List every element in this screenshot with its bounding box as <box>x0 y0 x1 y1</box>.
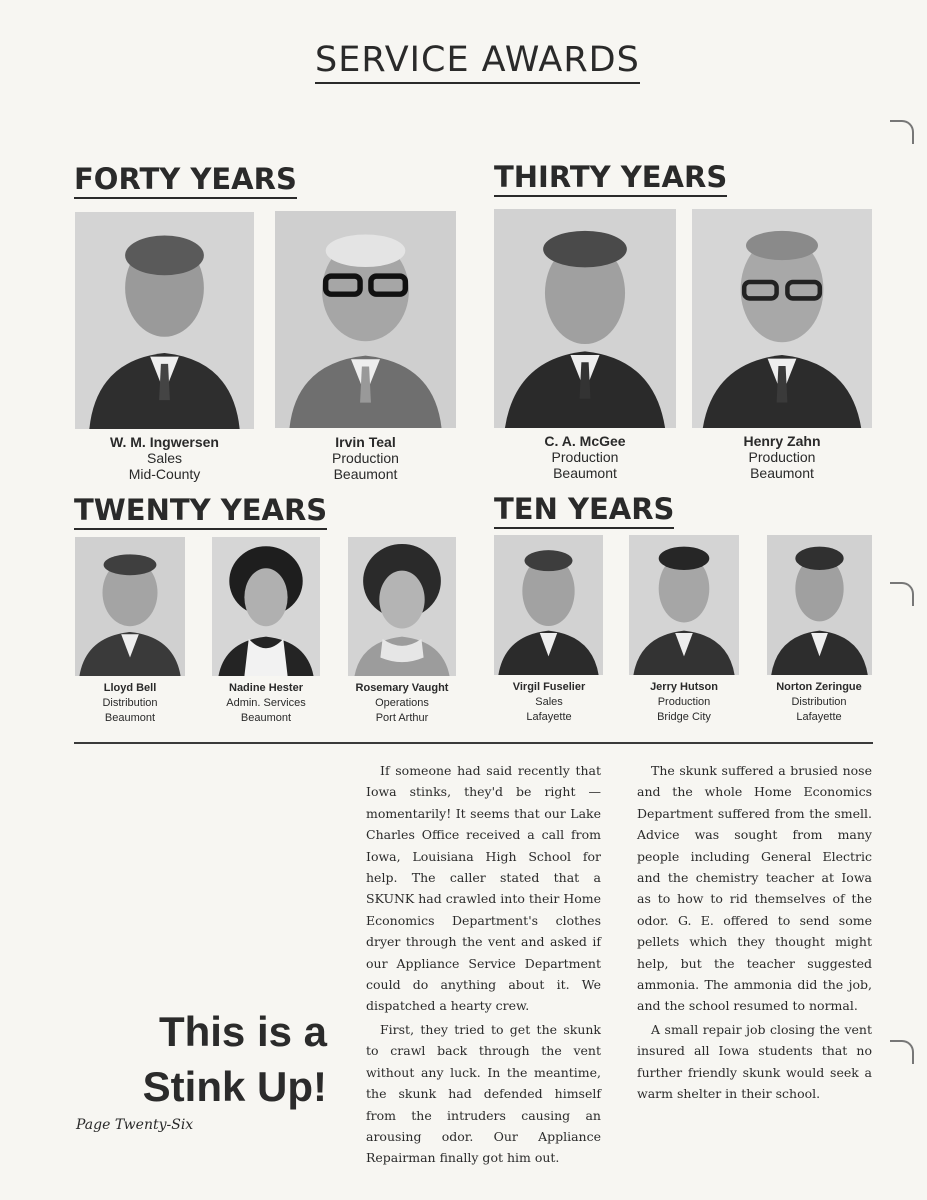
caption-fuselier <box>484 680 614 725</box>
honoree-location: Mid-County <box>128 466 201 482</box>
honoree-location: Beaumont <box>333 466 398 482</box>
article-paragraph: First, they tried to get the skunk to crawl back through the vent without any luck. In the meantime, the skunk had defended himself from the intruders causing an arousing odor. Our Appliance Repairman finally got him out. <box>366 1021 601 1166</box>
honoree-department: Distribution <box>102 697 158 709</box>
binder-hole-mark <box>890 1040 914 1064</box>
portrait-zahn <box>692 209 872 428</box>
caption-vaught <box>337 681 467 726</box>
portrait-hutson <box>629 535 739 675</box>
honoree-location: Beaumont <box>750 465 814 481</box>
honoree-department: Admin. Services <box>226 697 306 709</box>
portrait-teal <box>275 211 456 428</box>
honoree-department: Sales <box>146 450 183 466</box>
binder-hole-mark <box>890 582 914 606</box>
page-number: Page Twenty-Six <box>76 1117 194 1133</box>
page-title: SERVICE AWARDS <box>315 40 640 84</box>
honoree-location: Beaumont <box>104 712 156 724</box>
portrait-hester <box>212 537 320 676</box>
horizontal-divider <box>74 742 873 744</box>
article-headline <box>143 1004 327 1114</box>
honoree-department: Sales <box>535 696 563 708</box>
honoree-department: Production <box>657 696 711 708</box>
headline-line-1: This is a <box>158 1008 327 1055</box>
honoree-name: Nadine Hester <box>229 682 303 694</box>
caption-bell <box>65 681 195 726</box>
honoree-name: Jerry Hutson <box>650 681 718 693</box>
caption-mcgee <box>494 433 676 481</box>
honoree-name: Rosemary Vaught <box>355 682 449 694</box>
honoree-location: Lafayette <box>526 711 572 723</box>
article-column-1 <box>366 760 601 1171</box>
honoree-location: Lafayette <box>796 711 842 723</box>
honoree-department: Operations <box>375 697 429 709</box>
portrait-zeringue <box>767 535 872 675</box>
section-title-thirty-years: THIRTY YEARS <box>494 160 727 197</box>
binder-hole-mark <box>890 120 914 144</box>
portrait-bell <box>75 537 185 676</box>
portrait-ingwersen <box>75 212 254 429</box>
honoree-department: Production <box>551 449 619 465</box>
honoree-name: C. A. McGee <box>544 433 626 449</box>
honoree-name: Norton Zeringue <box>776 681 862 693</box>
headline-line-2: Stink Up! <box>142 1063 327 1110</box>
caption-hester <box>201 681 331 726</box>
honoree-name: Irvin Teal <box>335 434 396 450</box>
portrait-fuselier <box>494 535 603 675</box>
caption-teal <box>275 434 456 482</box>
article-paragraph: If someone had said recently that Iowa stinks, they'd be right — momentarily! It seems that our Lake Charles Office received a call from Iowa, Louisiana High School for help. The caller stated that a SKUNK had crawled into their Home Economics Department's clothes dryer through the vent and asked if our Appliance Service Department could do anything about it. We dispatched a hearty crew. <box>366 763 601 1014</box>
article-column-2 <box>637 760 872 1107</box>
honoree-name: W. M. Ingwersen <box>110 434 219 450</box>
section-title-ten-years: TEN YEARS <box>494 492 674 529</box>
caption-zahn <box>692 433 872 481</box>
caption-hutson <box>619 680 749 725</box>
section-title-twenty-years: TWENTY YEARS <box>74 493 327 530</box>
section-title-forty-years: FORTY YEARS <box>74 162 297 199</box>
portrait-mcgee <box>494 209 676 428</box>
honoree-department: Distribution <box>791 696 847 708</box>
honoree-location: Port Arthur <box>375 712 429 724</box>
caption-zeringue <box>754 680 884 725</box>
honoree-name: Lloyd Bell <box>103 682 157 694</box>
portrait-vaught <box>348 537 456 676</box>
caption-ingwersen <box>75 434 254 482</box>
article-paragraph: The skunk suffered a brusied nose and the whole Home Economics Department suffered from the smell. Advice was sought from many people including General Electric and the chemistry teacher at Iowa as to how to rid themselves of the odor. G. E. offered to send some pellets which they thought might help, but the teacher suggested ammonia. The ammonia did the job, and the school resumed to normal. <box>637 763 872 1014</box>
honoree-department: Production <box>748 449 816 465</box>
honoree-name: Virgil Fuselier <box>512 681 586 693</box>
honoree-location: Beaumont <box>553 465 617 481</box>
honoree-location: Beaumont <box>240 712 292 724</box>
article-paragraph: A small repair job closing the vent insured all Iowa students that no further friendly skunk would seek a warm shelter in their school. <box>637 1021 872 1102</box>
honoree-department: Production <box>332 450 399 466</box>
honoree-name: Henry Zahn <box>743 433 821 449</box>
honoree-location: Bridge City <box>657 711 711 723</box>
